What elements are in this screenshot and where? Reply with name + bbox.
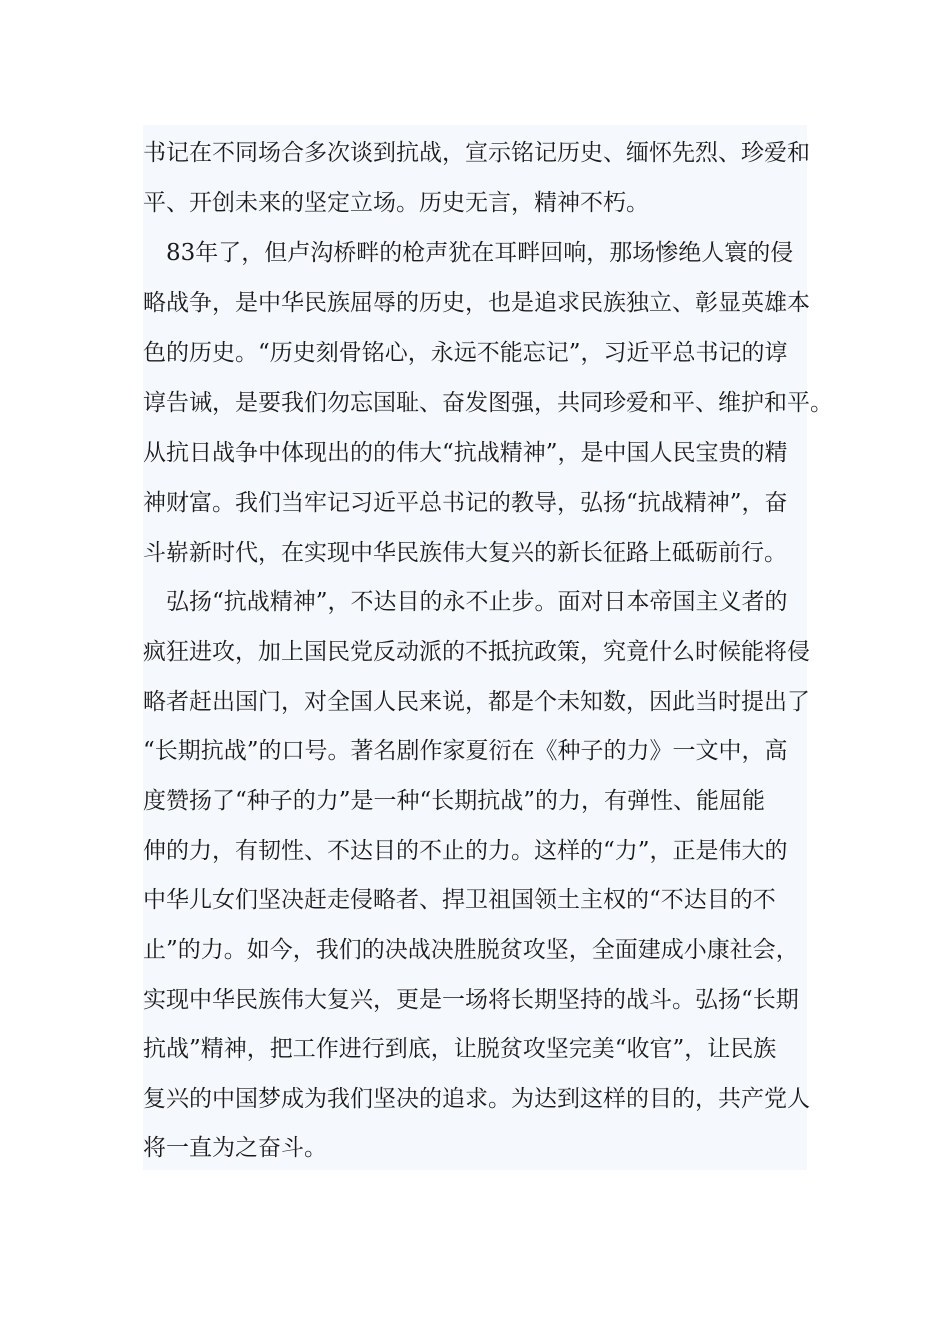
text-line: 弘扬“抗战精神”，不达目的永不止步。面对日本帝国主义者的: [143, 589, 788, 615]
text-line: 止”的力。如今，我们的决战决胜脱贫攻坚，全面建成小康社会，: [143, 937, 799, 963]
text-line: 从抗日战争中体现出的的伟大“抗战精神”，是中国人民宝贵的精: [143, 440, 788, 466]
text-line: 略者赶出国门，对全国人民来说，都是个未知数，因此当时提出了: [143, 689, 810, 715]
text-line: 平、开创未来的坚定立场。历史无言，精神不朽。: [143, 190, 649, 216]
text-line: “长期抗战”的口号。著名剧作家夏衍在《种子的力》一文中，高: [143, 738, 788, 764]
text-line: 83年了，但卢沟桥畔的枪声犹在耳畔回响，那场惨绝人寰的侵: [143, 240, 794, 266]
text-line: 神财富。我们当牢记习近平总书记的教导，弘扬“抗战精神”，奋: [143, 490, 788, 516]
text-line: 抗战”精神，把工作进行到底，让脱贫攻坚完美“收官”，让民族: [143, 1036, 777, 1062]
text-line: 斗崭新时代，在实现中华民族伟大复兴的新长征路上砥砺前行。: [143, 540, 787, 566]
text-line: 略战争，是中华民族屈辱的历史，也是追求民族独立、彰显英雄本: [143, 290, 810, 316]
text-line: 色的历史。“历史刻骨铭心，永远不能忘记”，习近平总书记的谆: [143, 340, 788, 366]
text-line: 疯狂进攻，加上国民党反动派的不抵抗政策，究竟什么时候能将侵: [143, 639, 810, 665]
text-line: 中华儿女们坚决赶走侵略者、捍卫祖国领土主权的“不达目的不: [143, 887, 776, 913]
document-text-block: [143, 125, 833, 1170]
text-line: 将一直为之奋斗。: [143, 1135, 327, 1161]
text-line: 书记在不同场合多次谈到抗战，宣示铭记历史、缅怀先烈、珍爱和: [143, 140, 810, 166]
text-line: 伸的力，有韧性、不达目的不止的力。这样的“力”，正是伟大的: [143, 838, 788, 864]
text-line: 度赞扬了“种子的力”是一种“长期抗战”的力，有弹性、能屈能: [143, 788, 766, 814]
text-line: 复兴的中国梦成为我们坚决的追求。为达到这样的目的，共产党人: [143, 1086, 810, 1112]
text-line: 实现中华民族伟大复兴，更是一场将长期坚持的战斗。弘扬“长期: [143, 987, 799, 1013]
text-line: 谆告诫，是要我们勿忘国耻、奋发图强，共同珍爱和平、维护和平。: [143, 390, 833, 416]
